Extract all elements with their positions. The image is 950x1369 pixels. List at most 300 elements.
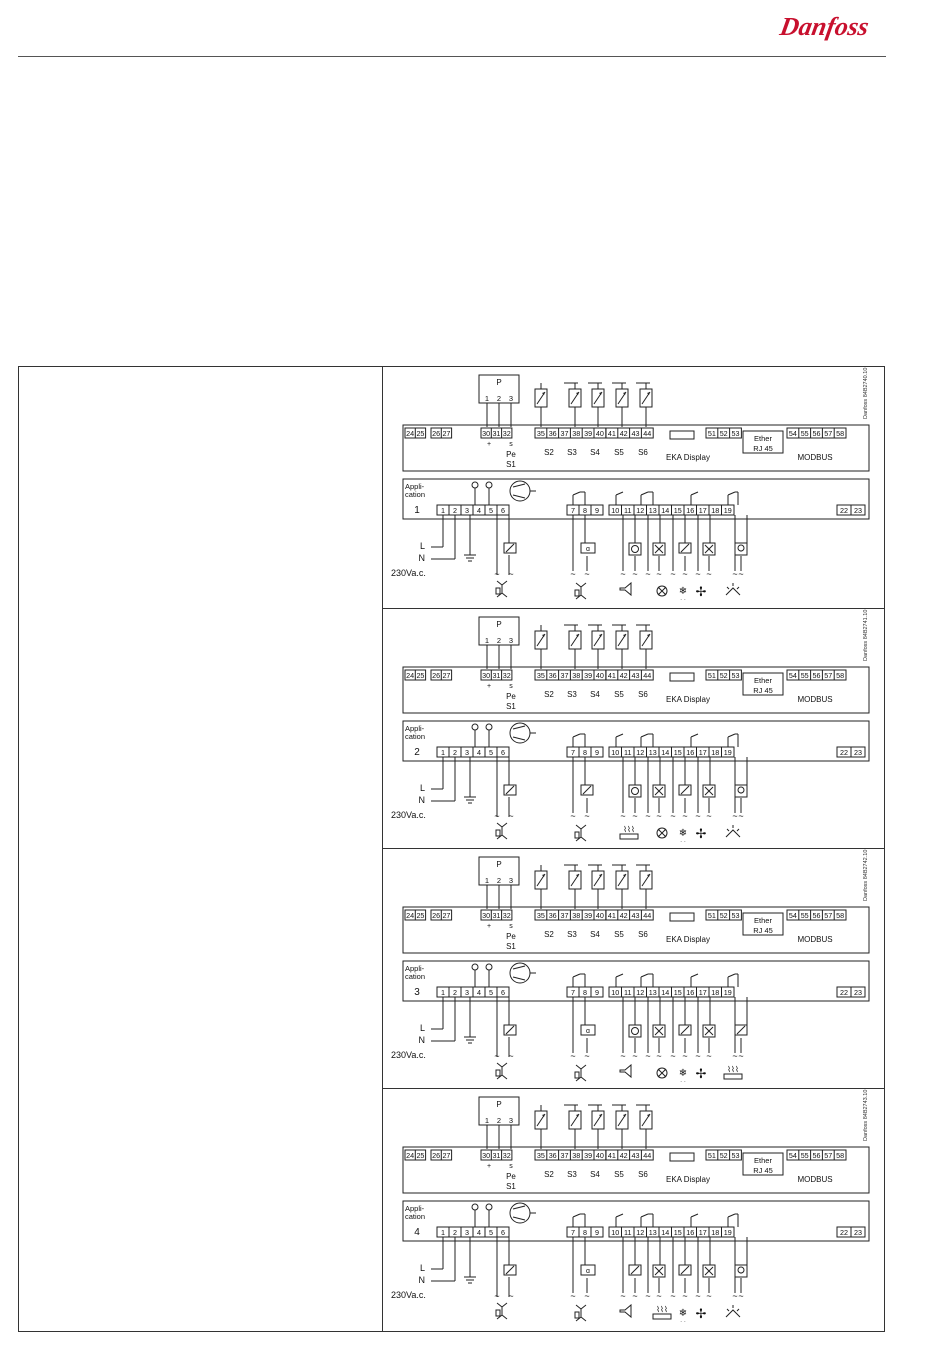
terminal-number: 11 <box>624 988 632 997</box>
relay-contact <box>573 734 580 737</box>
signal-mark: s <box>509 923 513 930</box>
rj45-label: RJ 45 <box>753 1166 773 1175</box>
ethernet-label: Ether <box>754 434 772 443</box>
wiring-diagram-application-2 <box>383 609 885 849</box>
drawing-code: Danfoss 84B2743.10 <box>863 1089 869 1141</box>
terminal-number: 2 <box>453 748 457 757</box>
wiring-svg <box>383 849 885 1089</box>
terminal-number: 24 <box>406 671 415 680</box>
compressor-symbol <box>510 963 530 983</box>
terminal-number: 9 <box>595 988 599 997</box>
neutral-label: N <box>418 1275 425 1285</box>
terminal-number: 32 <box>502 429 511 438</box>
coil-icon-slash <box>681 1026 689 1034</box>
ac-mark: ~ <box>570 811 576 821</box>
terminal-number: 4 <box>477 988 481 997</box>
terminal-number: 44 <box>643 911 652 920</box>
terminal-number: 52 <box>719 1151 728 1160</box>
terminal-number: 55 <box>800 1151 809 1160</box>
ac-mark: ~ <box>706 1291 712 1301</box>
pressure-terminal-label: 2 <box>496 1116 502 1125</box>
terminal-number: 57 <box>824 429 833 438</box>
ac-mark: ~ <box>620 569 626 579</box>
sensor-label: S6 <box>638 690 648 699</box>
terminal-number: 38 <box>572 1151 581 1160</box>
line-label: L <box>419 541 425 551</box>
ac-mark: ~ <box>620 1051 626 1061</box>
terminal-number: 56 <box>812 911 821 920</box>
terminal-number: 54 <box>788 1151 797 1160</box>
terminal-number: 56 <box>812 671 821 680</box>
sensor-label: S4 <box>590 690 600 699</box>
terminal-number: 31 <box>492 429 501 438</box>
heater-icon <box>653 1314 671 1319</box>
modbus-label: MODBUS <box>797 695 833 704</box>
terminal-number: 42 <box>619 429 628 438</box>
valve-icon <box>576 1065 586 1081</box>
terminal-number: 4 <box>477 748 481 757</box>
heater-waves: ⌇⌇⌇ <box>727 1065 739 1074</box>
terminal-number: 15 <box>673 748 682 757</box>
coil-icon-slash <box>681 786 689 794</box>
modbus-label: MODBUS <box>797 1175 833 1184</box>
wiring-diagram-application-1 <box>383 367 885 607</box>
terminal-number: 27 <box>442 911 451 920</box>
pe-label: Pe <box>506 932 516 941</box>
terminal-number: 19 <box>723 1228 732 1237</box>
sensor-s1-label: S1 <box>506 1182 516 1191</box>
defrost-drops: · · <box>680 1319 686 1325</box>
ac-mark: ~ <box>584 1051 590 1061</box>
relay-contact <box>573 492 580 495</box>
sensor-label: S2 <box>544 1170 554 1179</box>
coil-icon-slash <box>737 1026 745 1034</box>
ac-mark: ~ <box>682 569 688 579</box>
terminal-number: 57 <box>824 911 833 920</box>
heater-icon <box>620 834 638 839</box>
terminal-number: 17 <box>698 988 707 997</box>
ac-mark: ~ <box>494 1291 500 1301</box>
compressor-symbol-line <box>513 495 525 498</box>
terminal-number: 19 <box>723 988 732 997</box>
drawing-code: Danfoss 84B2741.10 <box>863 609 869 661</box>
supply-voltage-label: 230Va.c. <box>391 568 426 578</box>
pe-label: Pe <box>506 692 516 701</box>
application-number: 4 <box>414 1227 420 1238</box>
terminal-number: 30 <box>482 911 491 920</box>
ac-mark: ~ <box>494 1051 500 1061</box>
sensor-label: S6 <box>638 448 648 457</box>
ac-mark: ~ <box>732 811 738 821</box>
compressor-symbol <box>510 481 530 501</box>
defrost-icon: ❄ <box>678 1068 688 1079</box>
light-icon <box>726 583 740 595</box>
earth-symbol <box>472 964 478 970</box>
eka-display-label: EKA Display <box>665 695 711 704</box>
earth-symbol <box>486 964 492 970</box>
terminal-number: 30 <box>482 1151 491 1160</box>
alarm-horn-icon <box>620 1065 631 1077</box>
heater-waves: ⌇⌇⌇ <box>656 1305 668 1314</box>
terminal-number: 35 <box>536 671 545 680</box>
valve-body <box>496 1310 500 1316</box>
rj45-label: RJ 45 <box>753 444 773 453</box>
terminal-number: 27 <box>442 671 451 680</box>
earth-symbol <box>472 724 478 730</box>
logo-wordmark: Danfoss <box>778 12 872 41</box>
ac-mark: ~ <box>706 811 712 821</box>
terminal-number: 31 <box>492 1151 501 1160</box>
terminal-number: 24 <box>406 1151 415 1160</box>
alarm-horn-icon <box>620 583 631 595</box>
application-number: 1 <box>414 505 420 516</box>
terminal-number: 51 <box>707 429 716 438</box>
terminal-number: 23 <box>854 506 862 515</box>
pressure-terminal-label: 2 <box>496 394 502 403</box>
application-number: 3 <box>414 987 420 998</box>
sensor-label: S4 <box>590 448 600 457</box>
terminal-number: 35 <box>536 429 545 438</box>
terminal-number: 19 <box>723 748 732 757</box>
sensor-label: S3 <box>567 930 577 939</box>
signal-mark: s <box>509 683 513 690</box>
heater-icon <box>724 1074 742 1079</box>
neutral-label: N <box>418 795 425 805</box>
ac-mark: ~ <box>670 569 676 579</box>
terminal-number: 31 <box>492 671 501 680</box>
pressure-terminal-label: 1 <box>484 636 490 645</box>
terminal-number: 1 <box>441 506 445 515</box>
coil-icon-slash <box>506 1026 514 1034</box>
fan-icon: ✢ <box>695 584 707 599</box>
sensor-label: S6 <box>638 930 648 939</box>
terminal-number: 2 <box>453 506 457 515</box>
terminal-number: 15 <box>673 1228 682 1237</box>
pressure-terminal-label: 3 <box>508 636 514 645</box>
earth-symbol <box>472 482 478 488</box>
display-port-icon <box>670 913 694 921</box>
terminal-number: 51 <box>707 671 716 680</box>
terminal-number: 8 <box>583 988 587 997</box>
terminal-number: 5 <box>489 988 493 997</box>
terminal-number: 32 <box>502 1151 511 1160</box>
ac-mark: ~ <box>632 569 638 579</box>
terminal-number: 2 <box>453 1228 457 1237</box>
relay-contact <box>728 492 735 495</box>
sensor-label: S2 <box>544 448 554 457</box>
earth-symbol <box>486 482 492 488</box>
terminal-number: 41 <box>607 671 616 680</box>
terminal-number: 14 <box>661 1228 670 1237</box>
terminal-number: 6 <box>501 748 505 757</box>
terminal-number: 55 <box>800 671 809 680</box>
terminal-number: 16 <box>686 1228 695 1237</box>
neutral-label: N <box>418 1035 425 1045</box>
ac-mark: ~ <box>508 569 514 579</box>
compressor-output-circle <box>632 546 639 553</box>
ethernet-label: Ether <box>754 1156 772 1165</box>
ac-mark: ~ <box>645 811 651 821</box>
terminal-number: 16 <box>686 988 695 997</box>
terminal-number: 5 <box>489 748 493 757</box>
pressure-terminal-label: 1 <box>484 394 490 403</box>
defrost-drops: · · <box>680 597 686 603</box>
wiring-diagram-application-3 <box>383 849 885 1089</box>
eka-display-label: EKA Display <box>665 935 711 944</box>
terminal-number: 43 <box>631 429 640 438</box>
terminal-number: 18 <box>711 506 720 515</box>
valve-icon <box>576 825 586 841</box>
ac-mark: ~ <box>494 811 500 821</box>
ac-mark: ~ <box>738 569 744 579</box>
rj45-label: RJ 45 <box>753 926 773 935</box>
terminal-number: 35 <box>536 911 545 920</box>
ac-mark: ~ <box>682 1051 688 1061</box>
relay-contact <box>641 1214 648 1217</box>
terminal-number: 18 <box>711 988 720 997</box>
compressor-output-circle <box>632 1028 639 1035</box>
ac-mark: ~ <box>656 1291 662 1301</box>
terminal-number: 58 <box>836 671 845 680</box>
terminal-number: 39 <box>584 1151 593 1160</box>
ac-mark: ~ <box>738 1051 744 1061</box>
compressor-symbol-line <box>513 977 525 980</box>
relay-contact <box>641 974 648 977</box>
pressure-transmitter-label: P <box>496 1100 502 1109</box>
sensor-label: S5 <box>614 930 624 939</box>
terminal-number: 54 <box>788 911 797 920</box>
terminal-number: 7 <box>571 506 575 515</box>
terminal-number: 1 <box>441 1228 445 1237</box>
alarm-output-glyph: ɑ <box>586 1268 590 1275</box>
ac-mark: ~ <box>732 1291 738 1301</box>
terminal-number: 42 <box>619 911 628 920</box>
pressure-terminal-label: 2 <box>496 636 502 645</box>
terminal-number: 2 <box>453 988 457 997</box>
application-label: Appli- <box>405 724 425 733</box>
defrost-icon: ❄ <box>678 1308 688 1319</box>
terminal-number: 36 <box>548 671 557 680</box>
terminal-number: 58 <box>836 429 845 438</box>
terminal-number: 41 <box>607 911 616 920</box>
wiring-svg <box>383 1089 885 1329</box>
light-output-bulb <box>738 1267 744 1273</box>
valve-body <box>575 1072 579 1078</box>
terminal-number: 8 <box>583 506 587 515</box>
defrost-drops: · · <box>680 1079 686 1085</box>
coil-icon-slash <box>506 544 514 552</box>
coil-icon-slash <box>681 544 689 552</box>
supply-voltage-label: 230Va.c. <box>391 1050 426 1060</box>
terminal-number: 53 <box>731 911 740 920</box>
display-port-icon <box>670 431 694 439</box>
terminal-number: 40 <box>595 671 604 680</box>
pe-label: Pe <box>506 450 516 459</box>
compressor-output-icon <box>629 1025 641 1037</box>
terminal-number: 25 <box>416 911 425 920</box>
sensor-label: S2 <box>544 930 554 939</box>
terminal-number: 23 <box>854 748 862 757</box>
rj45-label: RJ 45 <box>753 686 773 695</box>
terminal-number: 4 <box>477 1228 481 1237</box>
ac-mark: ~ <box>645 1051 651 1061</box>
ac-mark: ~ <box>706 1051 712 1061</box>
sensor-s1-label: S1 <box>506 460 516 469</box>
sensor-label: S5 <box>614 690 624 699</box>
sensor-label: S3 <box>567 1170 577 1179</box>
wiring-diagram-application-4 <box>383 1089 885 1329</box>
terminal-number: 30 <box>482 671 491 680</box>
display-port-icon <box>670 1153 694 1161</box>
relay-contact <box>641 492 648 495</box>
terminal-number: 26 <box>432 911 441 920</box>
ac-mark: ~ <box>656 1051 662 1061</box>
terminal-number: 40 <box>595 1151 604 1160</box>
terminal-number: 13 <box>648 988 657 997</box>
application-label: cation <box>405 732 426 741</box>
header-rule <box>18 56 886 57</box>
terminal-number: 39 <box>584 911 593 920</box>
terminal-number: 54 <box>788 429 797 438</box>
terminal-number: 22 <box>840 506 848 515</box>
sensor-label: S4 <box>590 930 600 939</box>
line-label: L <box>419 1023 425 1033</box>
wiring-svg <box>383 367 885 607</box>
terminal-number: 38 <box>572 671 581 680</box>
signal-mark: s <box>509 441 513 448</box>
application-label: cation <box>405 490 426 499</box>
terminal-number: 7 <box>571 748 575 757</box>
relay-contact <box>691 734 698 737</box>
relay-contact <box>728 1214 735 1217</box>
application-label: cation <box>405 972 426 981</box>
terminal-number: 43 <box>631 911 640 920</box>
terminal-number: 11 <box>624 748 632 757</box>
compressor-output-icon <box>629 785 641 797</box>
compressor-output-icon <box>629 543 641 555</box>
ac-mark: ~ <box>620 811 626 821</box>
relay-contact <box>616 974 623 977</box>
fan-icon: ✢ <box>695 1306 707 1321</box>
ethernet-label: Ether <box>754 676 772 685</box>
ac-mark: ~ <box>695 1051 701 1061</box>
sensor-label: S3 <box>567 448 577 457</box>
light-output-bulb <box>738 787 744 793</box>
ac-mark: ~ <box>656 811 662 821</box>
terminal-number: 42 <box>619 671 628 680</box>
compressor-symbol-line <box>513 966 525 969</box>
terminal-number: 12 <box>636 988 645 997</box>
terminal-number: 58 <box>836 1151 845 1160</box>
ac-mark: ~ <box>732 1051 738 1061</box>
sensor-label: S6 <box>638 1170 648 1179</box>
terminal-number: 10 <box>611 1228 620 1237</box>
plus-mark: + <box>486 923 492 930</box>
pressure-terminal-label: 2 <box>496 876 502 885</box>
terminal-number: 23 <box>854 988 862 997</box>
terminal-number: 56 <box>812 429 821 438</box>
terminal-number: 22 <box>840 1228 848 1237</box>
ac-mark: ~ <box>584 811 590 821</box>
ac-mark: ~ <box>620 1291 626 1301</box>
compressor-symbol-line <box>513 1206 525 1209</box>
ethernet-label: Ether <box>754 916 772 925</box>
coil-icon-slash <box>506 786 514 794</box>
terminal-number: 38 <box>572 429 581 438</box>
valve-icon <box>497 581 507 597</box>
valve-icon <box>497 1303 507 1319</box>
relay-contact <box>728 974 735 977</box>
line-label: L <box>419 783 425 793</box>
terminal-number: 26 <box>432 671 441 680</box>
eka-display-label: EKA Display <box>665 453 711 462</box>
plus-mark: + <box>486 441 492 448</box>
terminal-number: 25 <box>416 671 425 680</box>
alarm-horn-icon <box>620 1305 631 1317</box>
terminal-number: 26 <box>432 429 441 438</box>
terminal-number: 53 <box>731 429 740 438</box>
alarm-output-glyph: ɑ <box>586 1028 590 1035</box>
terminal-number: 13 <box>648 506 657 515</box>
pressure-terminal-label: 3 <box>508 394 514 403</box>
terminal-number: 3 <box>465 988 469 997</box>
terminal-number: 11 <box>624 506 632 515</box>
terminal-number: 44 <box>643 429 652 438</box>
terminal-number: 1 <box>441 748 445 757</box>
coil-icon-slash <box>583 786 591 794</box>
relay-contact <box>573 1214 580 1217</box>
terminal-number: 27 <box>442 1151 451 1160</box>
ac-mark: ~ <box>738 811 744 821</box>
drawing-code: Danfoss 84B2742.10 <box>863 849 869 901</box>
ac-mark: ~ <box>632 1051 638 1061</box>
ac-mark: ~ <box>695 811 701 821</box>
sensor-s1-label: S1 <box>506 702 516 711</box>
ac-mark: ~ <box>645 569 651 579</box>
pressure-transmitter-label: P <box>496 378 502 387</box>
ac-mark: ~ <box>508 1291 514 1301</box>
sensor-label: S5 <box>614 448 624 457</box>
ac-mark: ~ <box>670 811 676 821</box>
terminal-number: 30 <box>482 429 491 438</box>
fan-icon: ✢ <box>695 1066 707 1081</box>
terminal-number: 35 <box>536 1151 545 1160</box>
ac-mark: ~ <box>632 811 638 821</box>
terminal-number: 11 <box>624 1228 632 1237</box>
relay-contact <box>691 974 698 977</box>
ac-mark: ~ <box>695 1291 701 1301</box>
terminal-number: 19 <box>723 506 732 515</box>
supply-voltage-label: 230Va.c. <box>391 810 426 820</box>
terminal-number: 7 <box>571 1228 575 1237</box>
terminal-number: 17 <box>698 748 707 757</box>
valve-body <box>575 590 579 596</box>
relay-contact <box>728 734 735 737</box>
wiring-svg <box>383 609 885 849</box>
terminal-number: 37 <box>560 429 569 438</box>
relay-contact <box>691 1214 698 1217</box>
compressor-symbol-line <box>513 737 525 740</box>
terminal-number: 24 <box>406 429 415 438</box>
fan-icon: ✢ <box>695 826 707 841</box>
valve-body <box>496 588 500 594</box>
terminal-number: 56 <box>812 1151 821 1160</box>
terminal-number: 36 <box>548 911 557 920</box>
terminal-number: 52 <box>719 671 728 680</box>
application-label: Appli- <box>405 482 425 491</box>
terminal-number: 8 <box>583 1228 587 1237</box>
terminal-number: 58 <box>836 911 845 920</box>
